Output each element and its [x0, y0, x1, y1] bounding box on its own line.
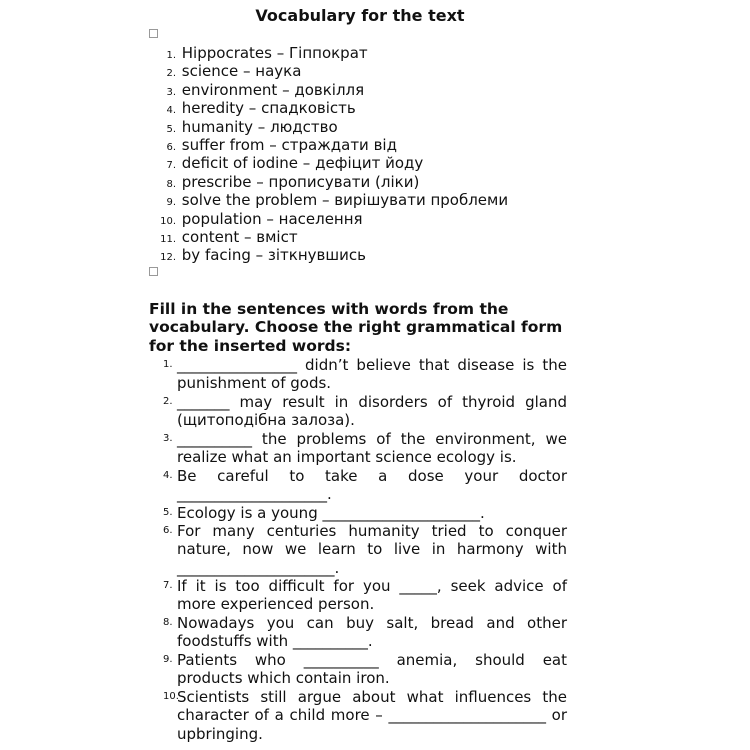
list-item	[160, 210, 508, 228]
exercise-text: If it is too difficult for you _____, seek advice of more experienced person.	[177, 577, 567, 614]
list-item	[160, 154, 508, 172]
vocabulary-entry: content – вміст	[181, 227, 298, 246]
vocabulary-entry: deficit of iodine – дефіцит йоду	[181, 154, 424, 173]
item-number: 10.	[160, 215, 176, 227]
item-number: 12.	[160, 252, 176, 264]
item-number: 2.	[166, 68, 176, 80]
item-number: 8.	[166, 178, 176, 190]
item-number: 4.	[163, 470, 173, 481]
item-number: 9.	[163, 654, 173, 665]
list-item	[160, 136, 508, 154]
item-number: 10.	[163, 691, 179, 702]
item-number: 7.	[163, 580, 173, 591]
exercise-text: __________ the problems of the environment, we realize what an important science ecology is.	[177, 430, 567, 467]
item-number: 4.	[166, 105, 176, 117]
item-number: 9.	[166, 197, 176, 209]
vocabulary-entry: solve the problem – вирішувати проблеми	[181, 191, 509, 210]
vocabulary-entry: Hippocrates – Гіппократ	[181, 44, 368, 62]
item-number: 6.	[166, 141, 176, 153]
item-number: 5.	[166, 123, 176, 135]
exercise-item	[163, 688, 567, 743]
exercise-text: Nowadays you can buy salt, bread and other foodstuffs with __________.	[177, 614, 567, 651]
list-item	[160, 191, 508, 209]
list-item	[160, 228, 508, 246]
list-item	[160, 81, 508, 99]
exercise-item	[163, 577, 567, 614]
list-item	[160, 44, 508, 62]
vocabulary-entry: heredity – спадковість	[181, 99, 356, 118]
list-item	[160, 62, 508, 80]
exercise-text: Scientists still argue about what influences the character of a child more – _____________________ or upbringing.	[177, 688, 567, 743]
page-title: Vocabulary for the text	[255, 6, 465, 25]
exercise-text: _______ may result in disorders of thyroid gland (щитоподібна залоза).	[177, 393, 567, 430]
vocabulary-entry: humanity – людство	[181, 117, 338, 136]
exercise-item	[163, 430, 567, 467]
vocabulary-entry: prescribe – прописувати (ліки)	[181, 172, 420, 191]
exercise-text: For many centuries humanity tried to conquer nature, now we learn to live in harmony with _____________________.	[177, 522, 567, 577]
exercise-item	[163, 522, 567, 577]
item-number: 7.	[166, 160, 176, 172]
item-number: 3.	[163, 433, 173, 444]
item-number: 3.	[166, 86, 176, 98]
vocabulary-entry: population – населення	[181, 209, 363, 228]
item-number: 6.	[163, 525, 173, 536]
exercise-item	[163, 356, 567, 393]
exercise-item	[163, 504, 567, 522]
checkbox-glyph	[149, 267, 158, 276]
checkbox-glyph	[149, 29, 158, 38]
item-number: 1.	[166, 50, 176, 61]
item-number: 1.	[163, 359, 173, 370]
list-item	[160, 246, 508, 264]
exercise-text: Be careful to take a dose your doctor ____________________.	[177, 467, 567, 504]
exercise-heading: Fill in the sentences with words from the vocabulary. Choose the right grammatical form for the inserted words:	[149, 300, 563, 355]
list-item	[160, 173, 508, 191]
exercise-item	[163, 467, 567, 504]
vocabulary-entry: by facing – зіткнувшись	[181, 246, 366, 265]
exercise-text: Ecology is a young _____________________.	[177, 504, 485, 522]
list-item	[160, 99, 508, 117]
item-number: 8.	[163, 617, 173, 628]
item-number: 5.	[163, 507, 173, 518]
item-number: 11.	[160, 233, 176, 245]
vocabulary-entry: suffer from – страждати від	[181, 135, 397, 154]
exercise-item	[163, 614, 567, 651]
vocabulary-list	[160, 44, 508, 265]
exercise-text: Patients who __________ anemia, should eat products which contain iron.	[177, 651, 567, 688]
vocabulary-entry: environment – довкілля	[181, 80, 365, 99]
exercise-item	[163, 651, 567, 688]
exercise-text: ________________ didn’t believe that disease is the punishment of gods.	[177, 356, 567, 393]
vocabulary-entry: science – наука	[181, 62, 302, 81]
list-item	[160, 118, 508, 136]
exercise-item	[163, 393, 567, 430]
item-number: 2.	[163, 396, 173, 407]
